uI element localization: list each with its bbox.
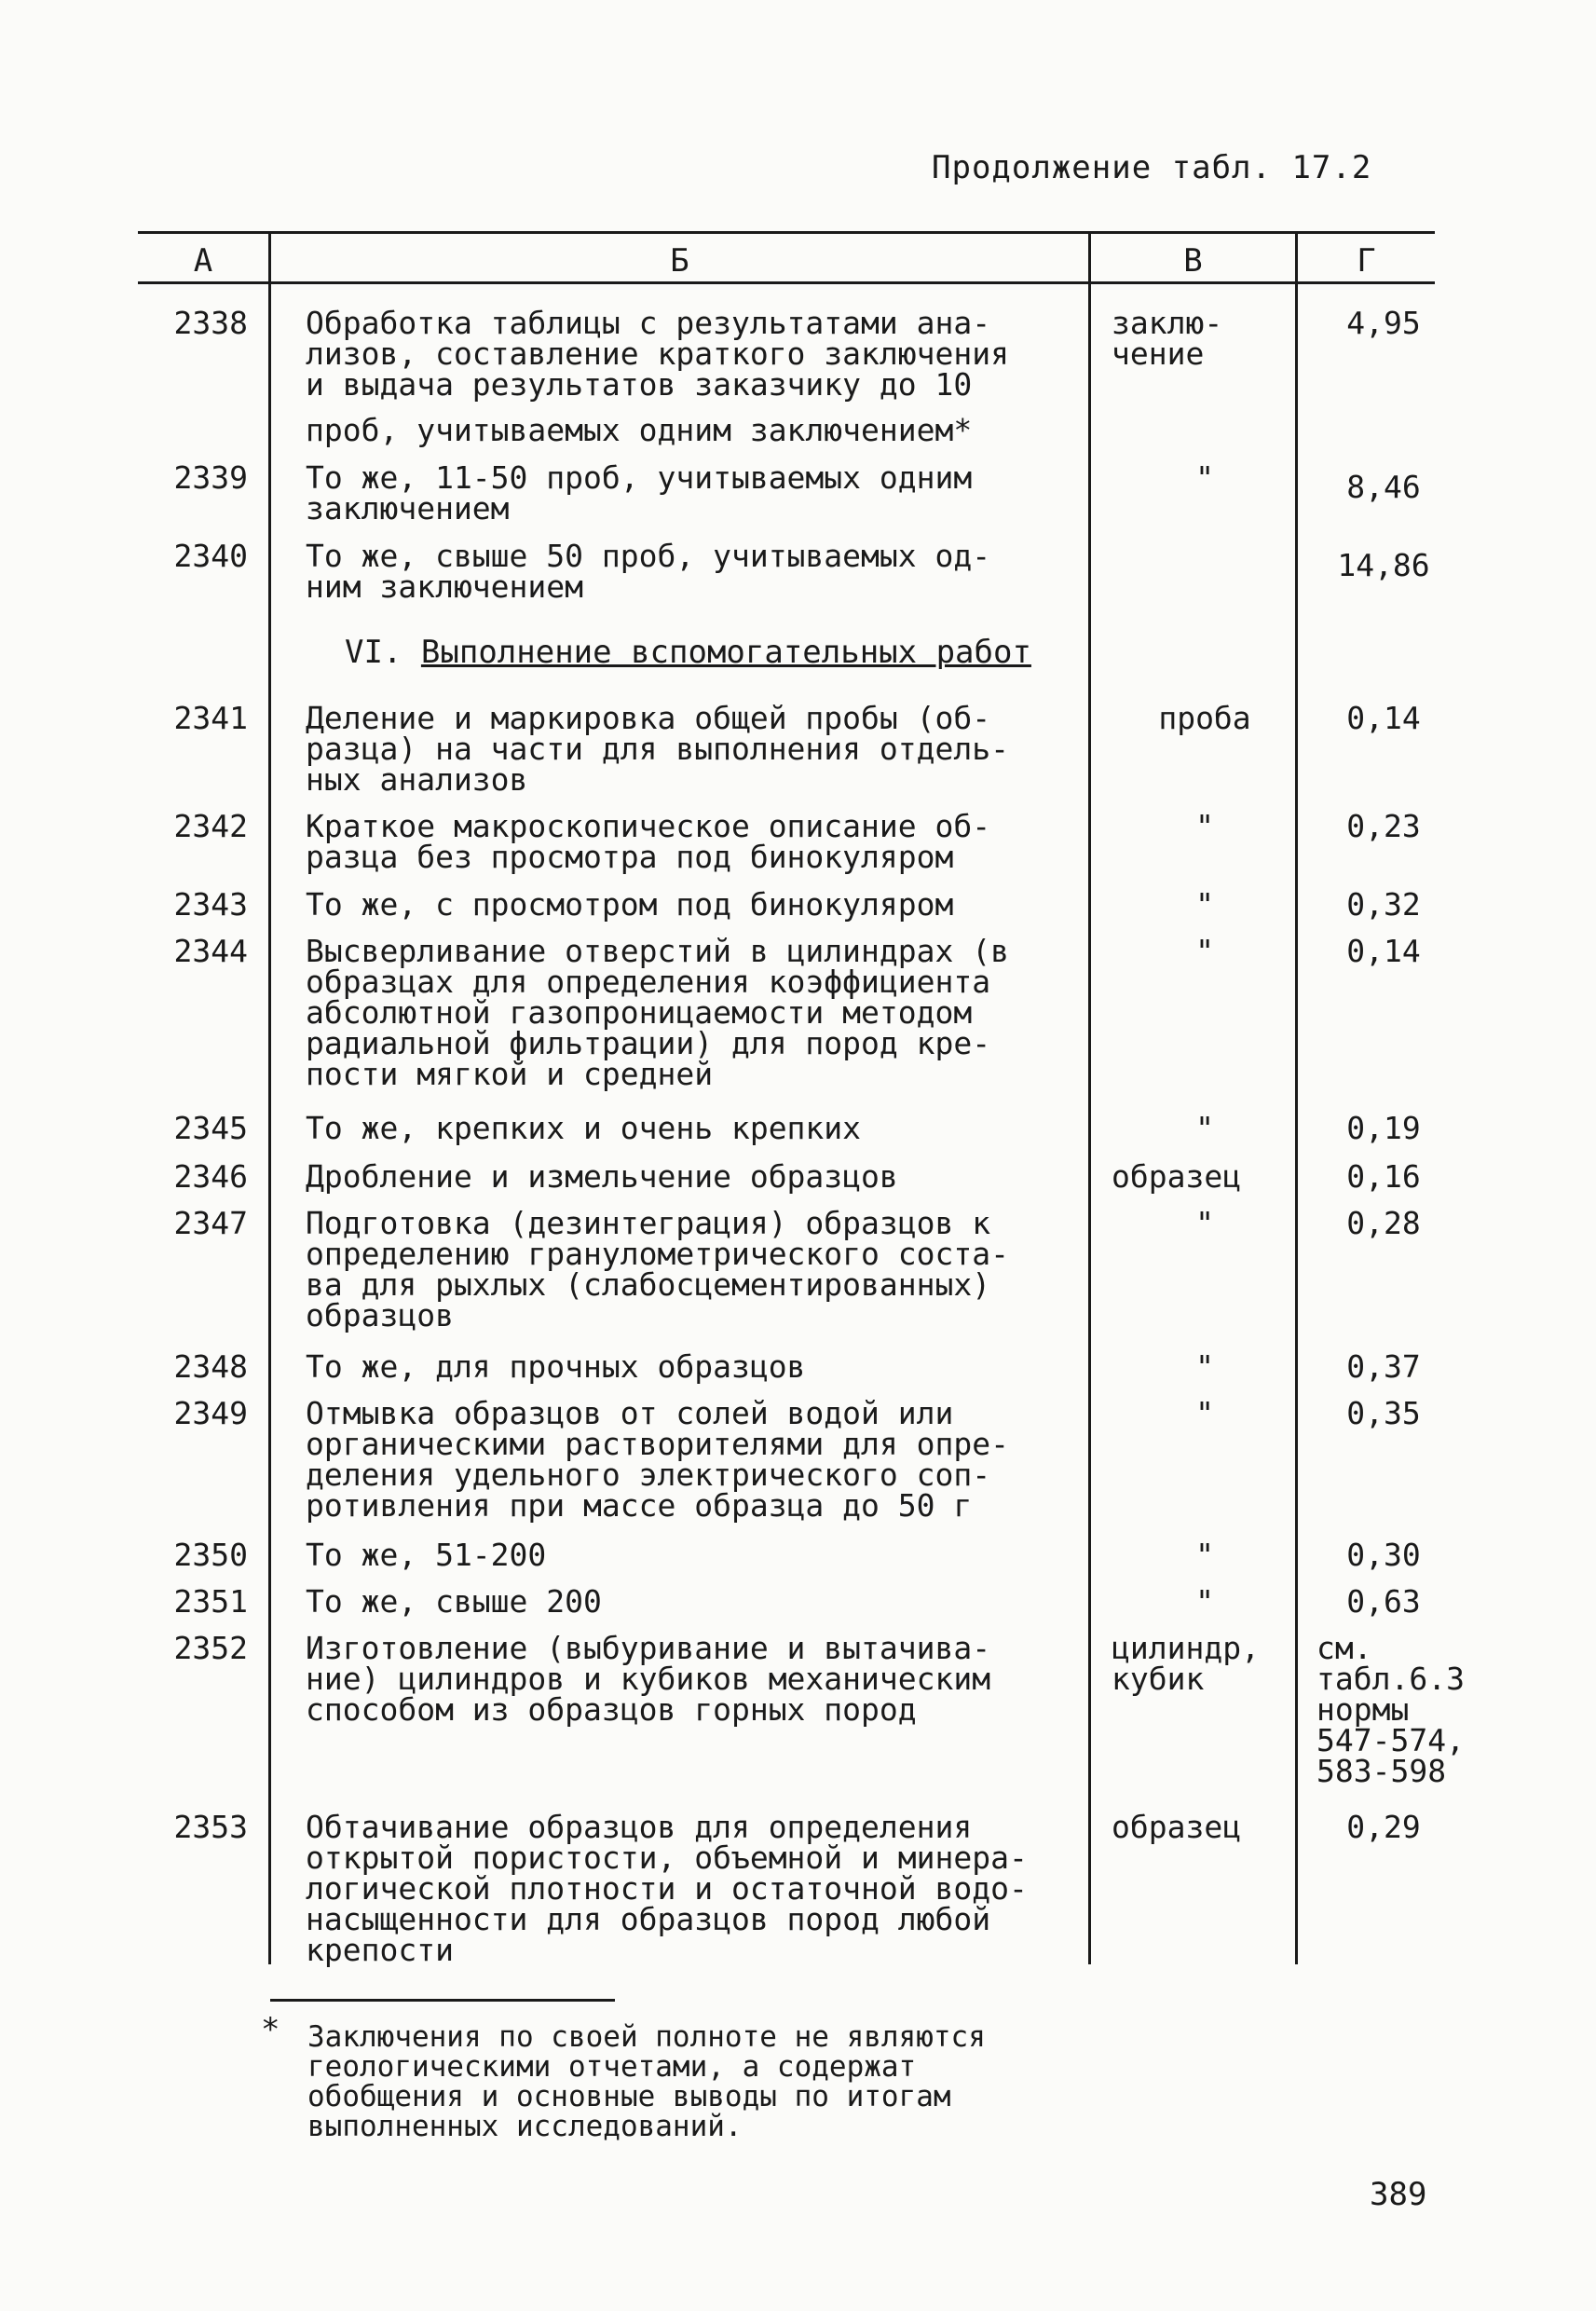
row-unit: " — [1195, 808, 1214, 844]
section-heading — [345, 634, 1146, 671]
section-title: Выполнение вспомогательных работ — [420, 634, 1031, 671]
row-description: Краткое макроскопическое описание об- разца без просмотра под бинокуляром — [306, 808, 991, 875]
row-description: Отмывка образцов от солей водой или органическими растворителями для опре- деления удельного электрического соп- ротивления при массе образца до 50 г — [306, 1395, 1009, 1524]
norms-table — [138, 231, 1465, 1969]
row-unit: " — [1195, 1205, 1214, 1241]
row-code: 2350 — [173, 1537, 248, 1573]
footnote-divider — [270, 1999, 615, 2002]
footnote-line: Заключения по своей полноте не являются — [307, 2020, 986, 2054]
column-divider-b-c — [1088, 231, 1091, 1964]
header-col-a: А — [193, 242, 213, 280]
row-description: Обработка таблицы с результатами ана- лизов, составление краткого заключения и выдача результатов заказчику до 10 проб, учитываемых одним заключением* — [306, 305, 1009, 448]
row-unit: " — [1195, 1583, 1214, 1620]
row-code: 2353 — [173, 1809, 248, 1845]
row-description: То же, свыше 50 проб, учитываемых од- ним заключением — [306, 538, 991, 605]
column-divider-c-d — [1295, 231, 1298, 1964]
row-value: 0,63 — [1346, 1583, 1421, 1620]
row-code: 2344 — [173, 933, 248, 969]
row-code: 2349 — [173, 1395, 248, 1431]
footnote-line: геологическими отчетами, а содержат — [307, 2050, 917, 2084]
row-unit: " — [1195, 1110, 1214, 1146]
row-code: 2341 — [173, 700, 248, 736]
header-col-d: Г — [1357, 242, 1376, 280]
row-value: 0,29 — [1346, 1809, 1421, 1845]
row-unit: " — [1195, 1537, 1214, 1573]
row-value: 0,23 — [1346, 808, 1421, 844]
row-value: 0,14 — [1346, 933, 1421, 969]
row-description: Деление и маркировка общей пробы (об- разца) на части для выполнения отдель- ных анализов — [306, 700, 1009, 798]
row-description: Обтачивание образцов для определения открытой пористости, объемной и минера- логической плотности и остаточной водо- насыщенности для образцов пород любой крепости — [306, 1809, 1028, 1968]
row-value: 4,95 — [1346, 305, 1421, 341]
row-unit: цилиндр, кубик — [1112, 1630, 1260, 1697]
row-description: То же, с просмотром под бинокуляром — [306, 886, 954, 923]
section-number: VI. — [345, 634, 402, 671]
row-value: 0,37 — [1346, 1348, 1421, 1385]
row-value: 14,86 — [1337, 547, 1430, 583]
row-code: 2338 — [173, 305, 248, 341]
row-unit: " — [1195, 1395, 1214, 1431]
row-unit: " — [1195, 886, 1214, 923]
footnote — [261, 2011, 1109, 2143]
row-code: 2342 — [173, 808, 248, 844]
row-value: 8,46 — [1346, 469, 1421, 505]
row-code: 2345 — [173, 1110, 248, 1146]
row-unit: " — [1195, 459, 1214, 496]
row-unit: проба — [1158, 700, 1251, 736]
header-top-rule — [138, 231, 1435, 234]
row-unit: образец — [1112, 1809, 1242, 1845]
header-col-b: Б — [670, 242, 689, 280]
footnote-line: выполненных исследований. — [307, 2110, 743, 2143]
row-code: 2346 — [173, 1158, 248, 1195]
row-value: 0,30 — [1346, 1537, 1421, 1573]
row-value: см. табл.6.3 нормы 547-574, 583-598 — [1316, 1630, 1465, 1789]
row-unit: " — [1195, 933, 1214, 969]
row-code: 2348 — [173, 1348, 248, 1385]
footnote-mark: * — [261, 2011, 280, 2048]
row-description: Высверливание отверстий в цилиндрах (в образцах для определения коэффициента абсолютной газопроницаемости методом радиальной фильтрации) для пород кре- пости мягкой и средней — [306, 933, 1009, 1092]
page-number: 389 — [1370, 2176, 1427, 2213]
row-code: 2343 — [173, 886, 248, 923]
row-code: 2347 — [173, 1205, 248, 1241]
row-description: Дробление и измельчение образцов — [306, 1158, 898, 1195]
row-value: 0,32 — [1346, 886, 1421, 923]
row-description: То же, 51-200 — [306, 1537, 547, 1573]
row-value: 0,19 — [1346, 1110, 1421, 1146]
table-caption: Продолжение табл. 17.2 — [932, 149, 1372, 186]
row-code: 2351 — [173, 1583, 248, 1620]
row-unit: " — [1195, 1348, 1214, 1385]
row-value: 0,16 — [1346, 1158, 1421, 1195]
row-description: То же, для прочных образцов — [306, 1348, 806, 1385]
row-code: 2340 — [173, 538, 248, 574]
column-divider-a-b — [268, 231, 271, 1964]
row-code: 2339 — [173, 459, 248, 496]
header-col-c: В — [1183, 242, 1203, 280]
row-code: 2352 — [173, 1630, 248, 1666]
header-bottom-rule — [138, 281, 1435, 284]
row-description: То же, свыше 200 — [306, 1583, 602, 1620]
row-description: То же, 11-50 проб, учитываемых одним заключением — [306, 459, 973, 526]
row-unit: образец — [1112, 1158, 1242, 1195]
row-description: То же, крепких и очень крепких — [306, 1110, 862, 1146]
footnote-line: обобщения и основные выводы по итогам — [307, 2080, 951, 2113]
row-description: Подготовка (дезинтеграция) образцов к определению гранулометрического соста- ва для рыхлых (слабосцементированных) образцов — [306, 1205, 1009, 1333]
row-value: 0,28 — [1346, 1205, 1421, 1241]
row-value: 0,35 — [1346, 1395, 1421, 1431]
row-description: Изготовление (выбуривание и вытачива- ние) цилиндров и кубиков механическим способом из образцов горных пород — [306, 1630, 991, 1728]
row-unit: заклю- чение — [1112, 305, 1223, 372]
row-value: 0,14 — [1346, 700, 1421, 736]
